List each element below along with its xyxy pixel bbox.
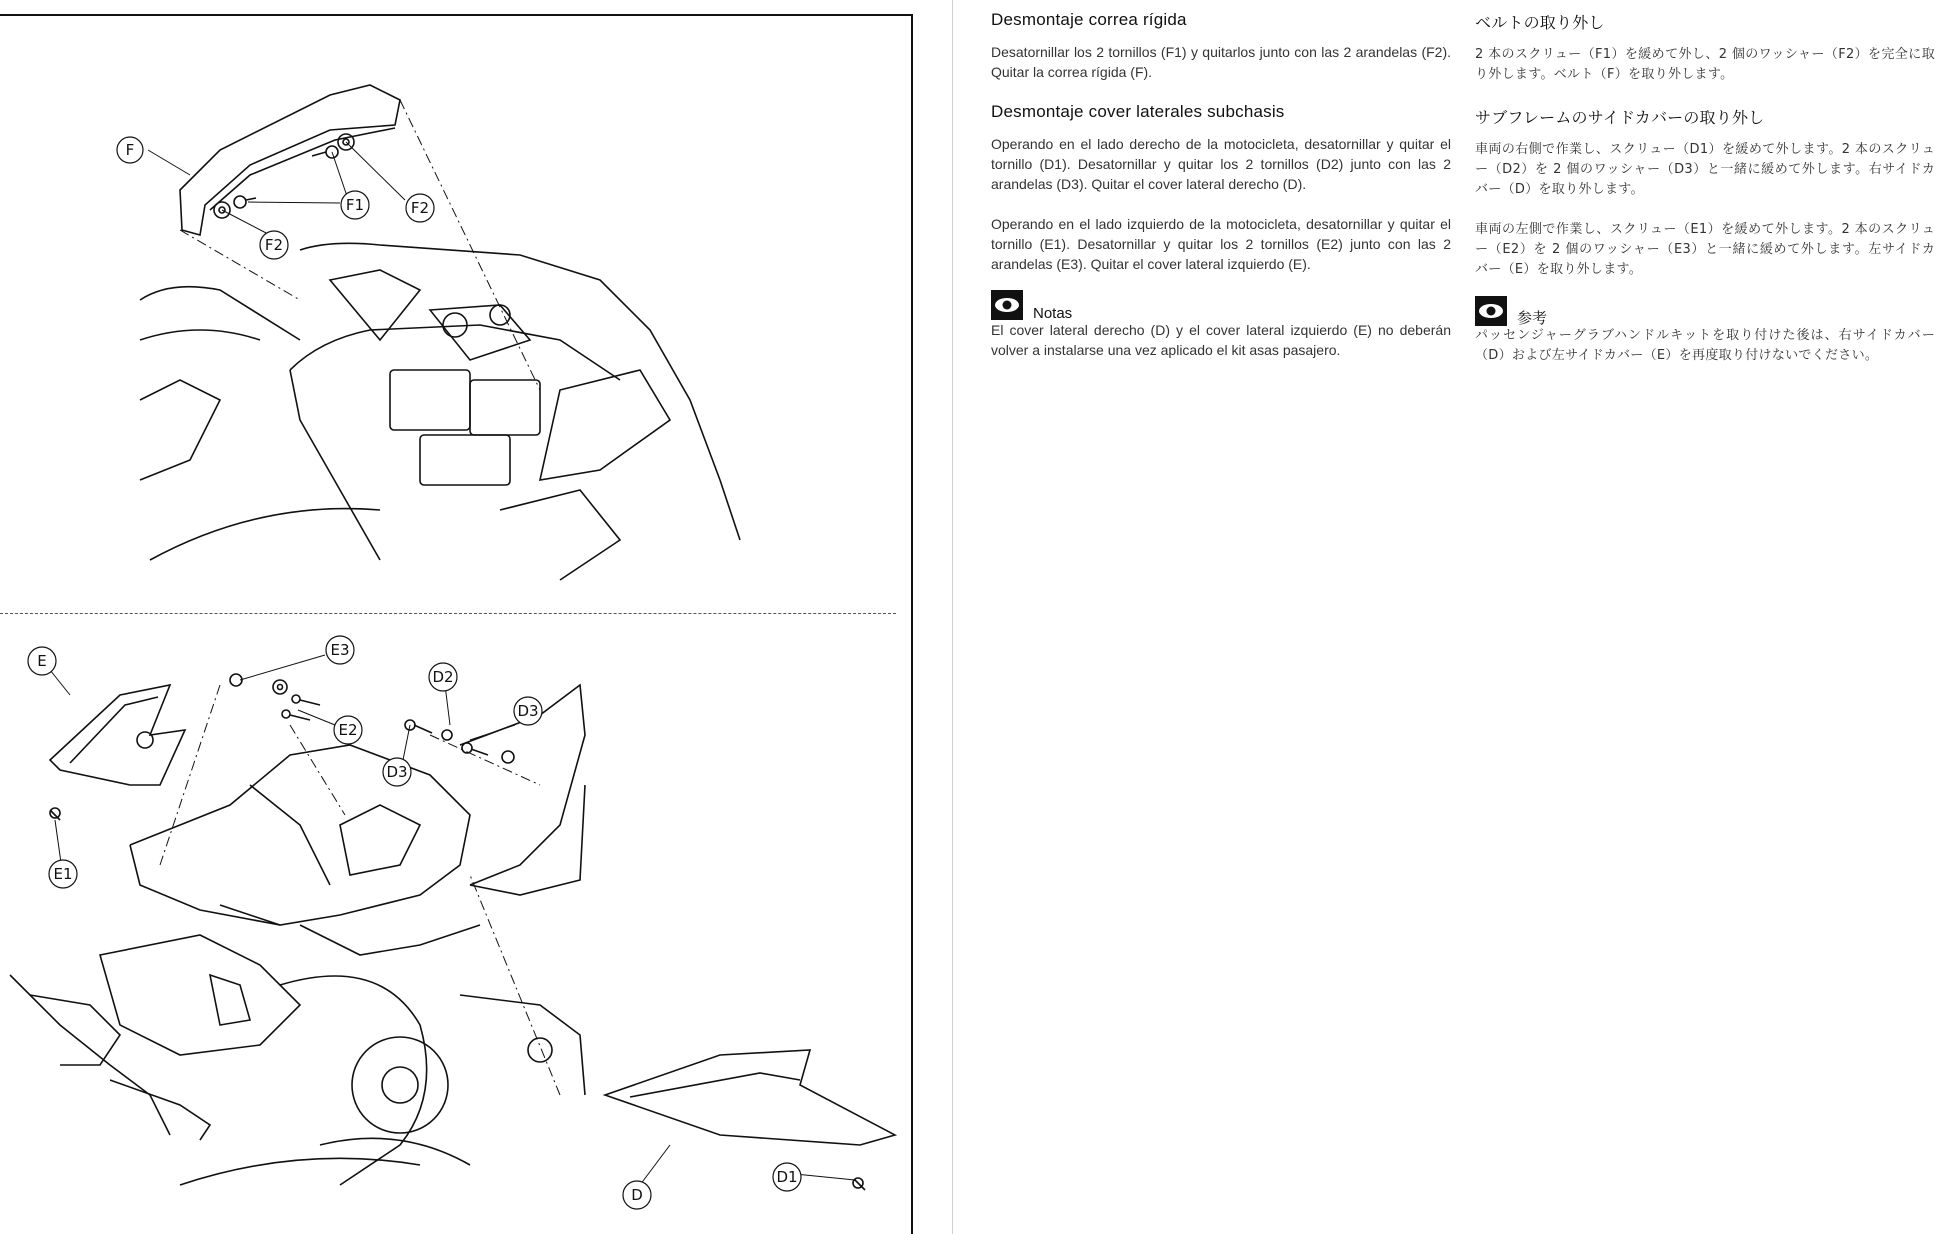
japanese-column	[1475, 10, 1935, 386]
illustration-page	[0, 0, 960, 1234]
ja-right-cover-text: 車両の右側で作業し、スクリュー（D1）を緩めて外します。2 本のスクリュー（D2）を 2 個のワッシャー（D3）と一緒に緩めて外します。右サイドカバー（D）を取り外します。	[1475, 142, 1935, 197]
es-covers-title: Desmontaje cover laterales subchasis	[991, 102, 1285, 121]
spanish-column	[991, 10, 1451, 380]
label-D3-right: D3	[517, 702, 539, 720]
ja-note-header	[1475, 296, 1935, 326]
label-E2: E2	[338, 721, 358, 739]
eye-icon	[1475, 296, 1507, 326]
es-left-cover-text: Operando en el lado izquierdo de la motocicleta, desatornillar y quitar el tornillo (E1). Desatornillar y quitar los 2 tornillos (E2) junto con las 2 arandelas (E3). Quitar el cover lateral izquierdo (E).	[991, 216, 1451, 272]
label-F2-left: F2	[264, 236, 284, 254]
label-E1: E1	[53, 865, 73, 883]
eye-icon	[991, 290, 1023, 320]
es-note-label: Notas	[1033, 305, 1073, 322]
es-note-header	[991, 290, 1451, 320]
label-E: E	[37, 652, 47, 670]
label-D2: D2	[432, 668, 454, 686]
es-right-cover-text: Operando en el lado derecho de la motocicleta, desatornillar y quitar el tornillo (D1). Desatornillar y quitar los 2 tornillos (D2) junto con las 2 arandelas (D3). Quitar el cover lateral derecho (D).	[991, 136, 1451, 192]
label-D3-left: D3	[386, 763, 408, 781]
ja-covers-title: サブフレームのサイドカバーの取り外し	[1475, 108, 1765, 127]
es-belt-text: Desatornillar los 2 tornillos (F1) y quitarlos junto con las 2 arandelas (F2). Quitar la correa rígida (F).	[991, 44, 1451, 80]
ja-belt-text: 2 本のスクリュー（F1）を緩めて外し、2 個のワッシャー（F2）を完全に取り外します。ベルト（F）を取り外します。	[1475, 47, 1935, 82]
label-D1: D1	[776, 1168, 798, 1186]
frame-border-right	[911, 14, 913, 1234]
es-belt-title: Desmontaje correa rígida	[991, 10, 1187, 29]
label-E3: E3	[330, 641, 350, 659]
ja-belt-title: ベルトの取り外し	[1475, 13, 1605, 32]
side-covers-removal-figure	[0, 625, 900, 1225]
page-fold	[952, 0, 953, 1234]
rigid-belt-removal-figure	[0, 40, 900, 610]
label-F: F	[125, 141, 135, 159]
frame-border-top	[0, 14, 912, 16]
figure-divider	[0, 613, 896, 614]
label-F2-right: F2	[410, 199, 430, 217]
ja-note-text: パッセンジャーグラブハンドルキットを取り付けた後は、右サイドカバー（D）および左サイドカバー（E）を再度取り付けないでください。	[1475, 328, 1935, 363]
label-D: D	[631, 1186, 643, 1204]
ja-note-label: 参考	[1517, 310, 1548, 327]
ja-left-cover-text: 車両の左側で作業し、スクリュー（E1）を緩めて外します。2 本のスクリュー（E2）を 2 個のワッシャー（E3）と一緒に緩めて外します。左サイドカバー（E）を取り外します。	[1475, 222, 1935, 277]
label-F1: F1	[345, 196, 365, 214]
es-note-text: El cover lateral derecho (D) y el cover lateral izquierdo (E) no deberán volver a instalarse una vez aplicado el kit asas pasajero.	[991, 322, 1451, 358]
